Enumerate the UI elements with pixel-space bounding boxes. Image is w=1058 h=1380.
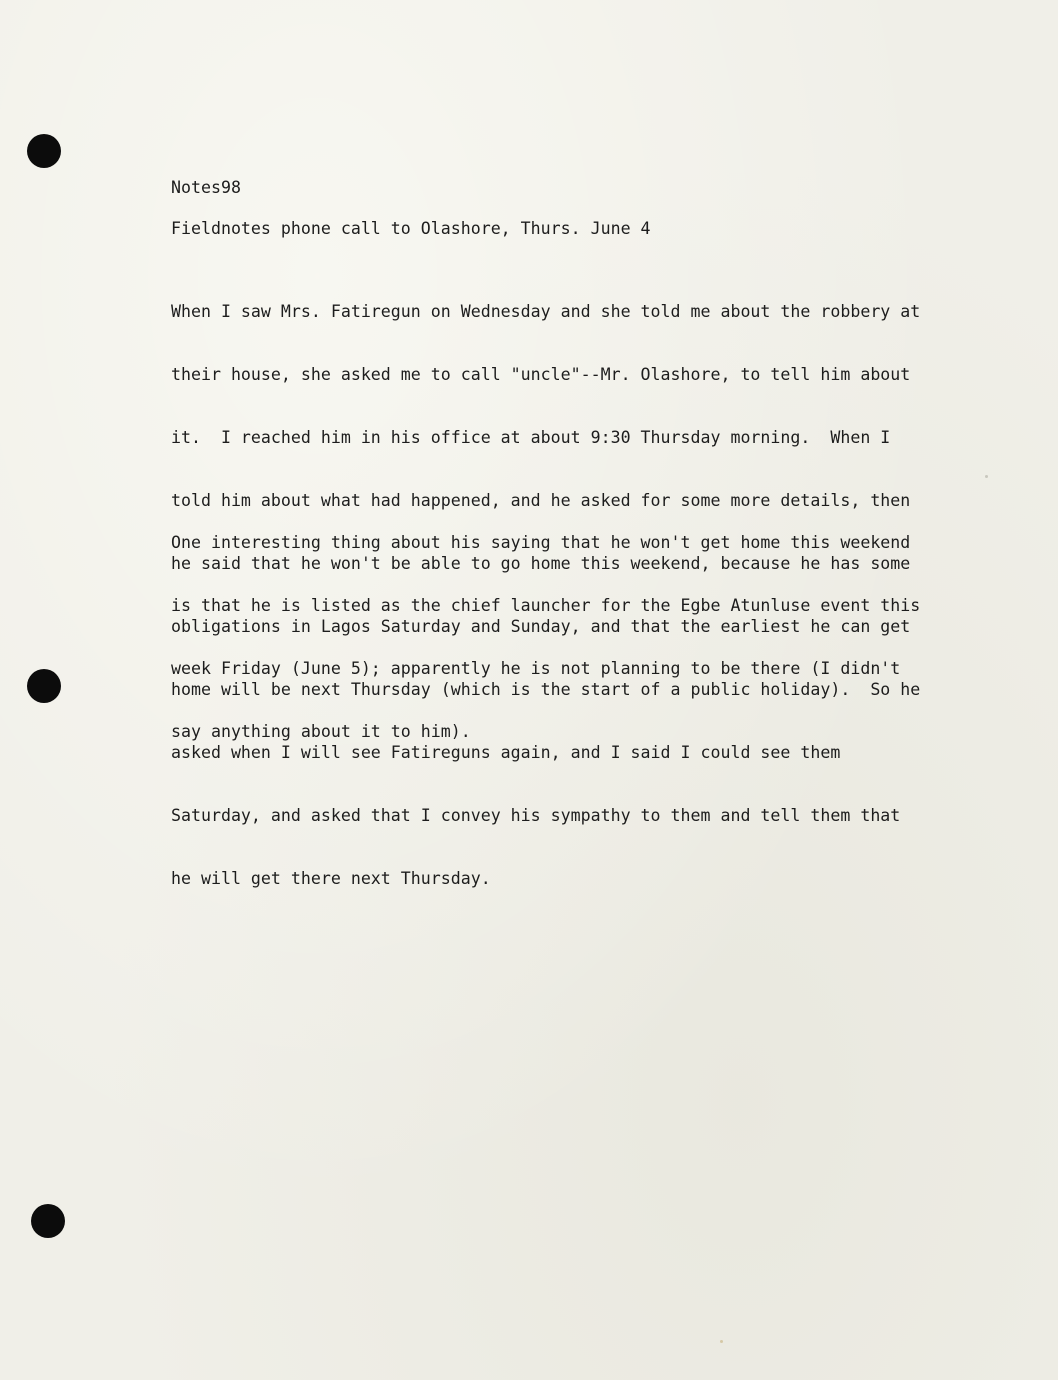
body-paragraph-2 — [171, 490, 920, 784]
document-id-line: Notes98 — [171, 178, 241, 197]
text-line: their house, she asked me to call "uncle"--Mr. Olashore, to tell him about — [171, 365, 911, 384]
text-line: obligations in Lagos Saturday and Sunday, and that the earliest he can get — [171, 617, 911, 636]
text-line: say anything about it to him). — [171, 722, 471, 741]
text-line: When I saw Mrs. Fatiregun on Wednesday and she told me about the robbery at — [171, 302, 921, 321]
text-line: told him about what had happened, and he asked for some more details, then — [171, 491, 911, 510]
text-line: Saturday, and asked that I convey his sympathy to them and tell them that — [171, 806, 901, 825]
text-line: week Friday (June 5); apparently he is not planning to be there (I didn't — [171, 659, 901, 678]
text-line: it. I reached him in his office at about 9:30 Thursday morning. When I — [171, 428, 891, 447]
text-line: asked when I will see Fatireguns again, and I said I could see them — [171, 743, 841, 762]
punch-hole-top — [27, 134, 61, 168]
text-line: One interesting thing about his saying that he won't get home this weekend — [171, 533, 911, 552]
paper-speck — [985, 475, 988, 478]
document-heading: Fieldnotes phone call to Olashore, Thurs. June 4 — [171, 219, 651, 238]
paper-speck — [720, 1340, 723, 1343]
text-line: home will be next Thursday (which is the start of a public holiday). So he — [171, 680, 921, 699]
punch-hole-middle — [27, 669, 61, 703]
punch-hole-bottom — [31, 1204, 65, 1238]
text-line: he said that he won't be able to go home this weekend, because he has some — [171, 554, 911, 573]
text-line: he will get there next Thursday. — [171, 869, 491, 888]
text-line: is that he is listed as the chief launcher for the Egbe Atunluse event this — [171, 596, 921, 615]
